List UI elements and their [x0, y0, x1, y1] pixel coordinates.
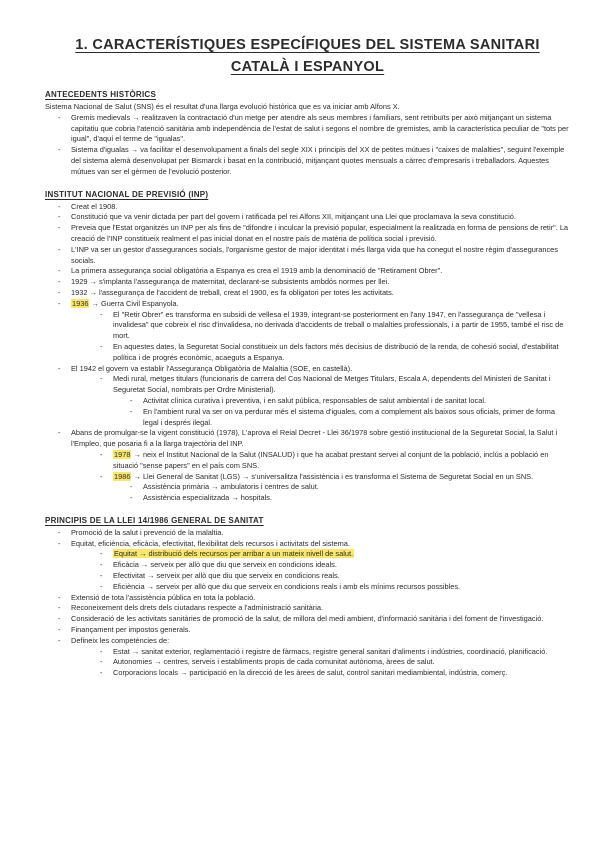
- list-item: [45, 528, 570, 539]
- bullet-dash: -: [58, 277, 61, 287]
- list-item: [45, 310, 570, 342]
- list-item-text: Reconeixement dels drets dels ciutadans respecte a l'administració sanitària.: [71, 603, 323, 613]
- list-item: [45, 593, 570, 604]
- list-item-text: Preveia que l'Estat organitzés un INP per als fins de "difondre i inculcar la previsió popular, especialment la realitzada en forma de pensions de retir". La creació de l'INP constitueix realment el pas inicial donat en el nostre país de matèria de política social i previsió.: [71, 223, 569, 243]
- list-item: [45, 245, 570, 267]
- bullet-dash: -: [100, 309, 103, 319]
- plain-text: → Guerra Civil Espanyola.: [89, 298, 179, 308]
- bullet-dash: -: [58, 287, 61, 297]
- list-item: [45, 407, 570, 429]
- page-title-line-2: CATALÀ I ESPANYOL: [230, 59, 385, 75]
- list-item: [45, 299, 570, 310]
- bullet-dash: -: [58, 592, 61, 602]
- bullet-dash: -: [58, 266, 61, 276]
- list-item-text: [113, 549, 570, 560]
- list-item-text: Gremis medievals → realitzaven la contractació d'un metge per atendre als seus membres i familiars, sent retribuïts per això mitjançant un sistema capitatiu que cobria l'atenció sanitària amb independència de l'estat de salut i segons el nombre de gremistes, amb la característica peculiar de "tots per igual", d'aquí el terme de "igualas".: [71, 112, 569, 144]
- list-item-text: Sistema d'igualas → va facilitar el desenvolupament a finals del segle XIX i principis del XX de petites mútues i "caixes de malalties", seguint l'exemple del sistema alemà desenvolupat per Bismarck i basat en la contribució, mitjançant quotes mensuals a càrrec d'empresaris i treballadors. Aquestes mútues van ser el gèrmen de l'evolució posterior.: [71, 145, 565, 176]
- list-item: [45, 223, 570, 245]
- section-intro: Sistema Nacional de Salut (SNS) és el resultat d'una llarga evolució històrica que es va iniciar amb Alfons X.: [45, 102, 400, 111]
- list-item: [45, 145, 570, 177]
- bullet-dash: -: [100, 341, 103, 351]
- bullet-dash: -: [58, 527, 61, 537]
- list-item: [45, 539, 570, 550]
- list-item: [45, 668, 570, 679]
- list-item-text: Eficiència → serveix per allò que diu que serveix en condicions reals i amb els mínims recursos possibles.: [113, 581, 461, 591]
- bullet-dash: -: [58, 298, 61, 308]
- list-item: [45, 212, 570, 223]
- list-item-text: El 1942 el govern va establir l'Assegurança Obligatòria de Malaltia (SOE, en castellà).: [71, 363, 353, 373]
- list-item-text: En l'ambient rural va ser on va perdurar més el sistema d'iguales, com a complement als baixos sous oficials, primer de forma legal i després ilegal.: [143, 406, 555, 427]
- list-item: [45, 560, 570, 571]
- list-item-text: Medi rural, metges titulars (funcionaris de carrera del Cos Nacional de Metges Titulars, Escala A, dependents del Ministeri de Sanitat i Seguretat Social, nombrats per Ordre Ministerial).: [113, 374, 551, 395]
- list-item: [45, 472, 570, 483]
- list-item: [45, 342, 570, 364]
- bullet-dash: -: [130, 395, 133, 405]
- list-item: [45, 288, 570, 299]
- bullet-dash: -: [58, 538, 61, 548]
- bullet-dash: -: [100, 571, 103, 581]
- list-item: [45, 277, 570, 288]
- list-item-text: Autonomies → centres, serveis i establiments propis de cada comunitat autònoma, àrees de salut.: [113, 657, 435, 667]
- list-item-text: Eficàcia → serveix per allò que diu que serveix en condicions ideals.: [113, 560, 337, 570]
- highlighted-text: Equitat → distribució dels recursos per arribar a un mateix nivell de salut.: [114, 549, 354, 559]
- list-item: [45, 428, 570, 450]
- bullet-dash: -: [58, 212, 61, 222]
- bullet-dash: -: [58, 428, 61, 438]
- bullet-dash: -: [58, 625, 61, 635]
- section-heading: ANTECEDENTS HISTÒRICS: [45, 90, 157, 99]
- bullet-dash: -: [100, 646, 103, 656]
- list-item-text: Abans de promulgar-se la vigent constitució (1978), L'aprova el Reial Decret - Llei 36/1978 sobre gestió institucional de la Seguretat Social, la Salut i l'Empleo, que posaria fi a la llarga trajectòria del INP.: [71, 428, 558, 449]
- document-body: [45, 90, 570, 679]
- list-item: [45, 482, 570, 493]
- highlighted-text: 1936: [72, 298, 89, 308]
- list-item: [45, 636, 570, 647]
- bullet-dash: -: [130, 406, 133, 416]
- list-item-text: Efectivitat → serveix per allò que diu que serveix en condicions reals.: [113, 571, 340, 581]
- bullet-dash: -: [58, 112, 61, 122]
- document-section: [45, 516, 570, 679]
- list-item-text: Estat → sanitat exterior, reglamentació i registre de fàrmacs, registre general sanitari d'aliments i indústries, coordinació, planificació.: [113, 646, 548, 656]
- list-item-text: Assistència primària → ambulatoris i centres de salut.: [143, 482, 319, 492]
- section-heading: INSTITUT NACIONAL DE PREVISIÓ (INP): [45, 189, 209, 199]
- bullet-dash: -: [100, 374, 103, 384]
- document-section: [45, 190, 570, 504]
- list-item-text: [113, 472, 570, 483]
- list-item: [45, 450, 570, 472]
- list-item: [45, 657, 570, 668]
- bullet-dash: -: [58, 363, 61, 373]
- bullet-dash: -: [100, 471, 103, 481]
- list-item: [45, 625, 570, 636]
- page-title: [45, 34, 570, 78]
- bullet-dash: -: [130, 493, 133, 503]
- list-item-text: [71, 299, 570, 310]
- list-item: [45, 493, 570, 504]
- section-heading: PRINCIPIS DE LA LLEI 14/1986 GENERAL DE SANITAT: [45, 515, 264, 525]
- bullet-dash: -: [100, 657, 103, 667]
- list-item-text: Assistència especialitzada → hospitals.: [143, 493, 272, 503]
- list-item-text: Finançament per impostos generals.: [71, 625, 191, 635]
- page-title-line-1: 1. CARACTERÍSTIQUES ESPECÍFIQUES DEL SISTEMA SANITARI: [75, 37, 540, 53]
- list-item: [45, 549, 570, 560]
- list-item: [45, 266, 570, 277]
- bullet-dash: -: [58, 635, 61, 645]
- list-item: [45, 614, 570, 625]
- bullet-dash: -: [130, 482, 133, 492]
- list-item-text: En aquestes dates, la Seguretat Social constitueix un dels factors més decisius de distribució de la renda, de cohesió social, d'estabilitat política i de progrés econòmic, acaeguts a Espanya.: [113, 341, 559, 362]
- list-item-text: [113, 450, 570, 472]
- bullet-dash: -: [58, 614, 61, 624]
- plain-text: → neix el Institut Nacional de la Salut (INSALUD) i que ha acabat prestant servei al conjunt de la població, inclús a població en situació "sense papers" en el país com SNS.: [113, 449, 549, 470]
- list-item: [45, 396, 570, 407]
- list-item: [45, 603, 570, 614]
- list-item-text: L'INP va ser un gestor d'assegurances socials, l'organisme gestor de major identitat i més llarga vida que ha conegut el nostre règim d'assegurances socials.: [71, 244, 558, 265]
- bullet-dash: -: [100, 549, 103, 559]
- list-item: [45, 571, 570, 582]
- list-item-text: 1929 → s'implanta l'assegurança de maternitat, declarant-se subsistents ambdós normes per llei.: [71, 277, 390, 287]
- bullet-dash: -: [100, 449, 103, 459]
- list-item: [45, 374, 570, 396]
- list-item: [45, 647, 570, 658]
- list-item-text: Creat el 1908.: [71, 201, 118, 211]
- document-section: [45, 90, 570, 178]
- list-item: [45, 582, 570, 593]
- list-item-text: Corporacions locals → participació en la direcció de les àrees de salut, control sanitari mediambiental, indústria, comerç.: [113, 668, 508, 678]
- list-item: [45, 364, 570, 375]
- bullet-dash: -: [58, 201, 61, 211]
- highlighted-text: 1978: [114, 449, 131, 459]
- list-item-text: Activitat clínica curativa i preventiva, i en salut pública, responsables de salut ambiental i de sanitat local.: [143, 395, 487, 405]
- list-item-text: Extensió de tota l'assistència pública en tota la població.: [71, 592, 256, 602]
- bullet-dash: -: [58, 603, 61, 613]
- list-item-text: 1932 → l'assegurança de l'accident de treball, creat el 1900, es fa obligatori per totes les activitats.: [71, 287, 394, 297]
- list-item-text: Equitat, eficiència, eficàcia, efectivitat, flexibilitat dels recursos i activitats del sistema.: [71, 538, 350, 548]
- list-item-text: Constitució que va venir dictada per part del govern i ratificada pel rei Alfons XII, mitjançant una Llei que proclamava la seva constitució.: [71, 212, 516, 222]
- bullet-dash: -: [58, 223, 61, 233]
- bullet-dash: -: [58, 244, 61, 254]
- bullet-dash: -: [100, 668, 103, 678]
- list-item: [45, 113, 570, 145]
- list-item-text: El "Retir Obrer" es transforma en subsidi de vellesa el 1939, integrant-se posteriorment en l'any 1947, en l'assegurança de "vellesa i invalidesa" que cobreix el risc d'invalidesa, no derivada d'accidents de treball o malalties professionals, i a partir de 1955, també el risc de mort.: [113, 309, 564, 341]
- bullet-dash: -: [100, 581, 103, 591]
- highlighted-text: 1986: [114, 471, 131, 481]
- list-item: [45, 202, 570, 213]
- list-item-text: La primera assegurança social obligatòria a Espanya es crea el 1919 amb la denominació de "Retirament Obrer".: [71, 266, 443, 276]
- list-item-text: Promoció de la salut i prevenció de la malaltia.: [71, 527, 224, 537]
- bullet-dash: -: [100, 560, 103, 570]
- list-item-text: Defineix les competències de:: [71, 635, 170, 645]
- bullet-dash: -: [58, 145, 61, 155]
- list-item-text: Consideració de les activitats sanitàries de promoció de la salut, de millora del medi ambient, d'informació sanitària i del foment de l'investigació.: [71, 614, 544, 624]
- plain-text: → Llei General de Sanitat (LGS) → s'universalitza l'assistència i es transforma el Sistema de Seguretat Social en un SNS.: [131, 471, 534, 481]
